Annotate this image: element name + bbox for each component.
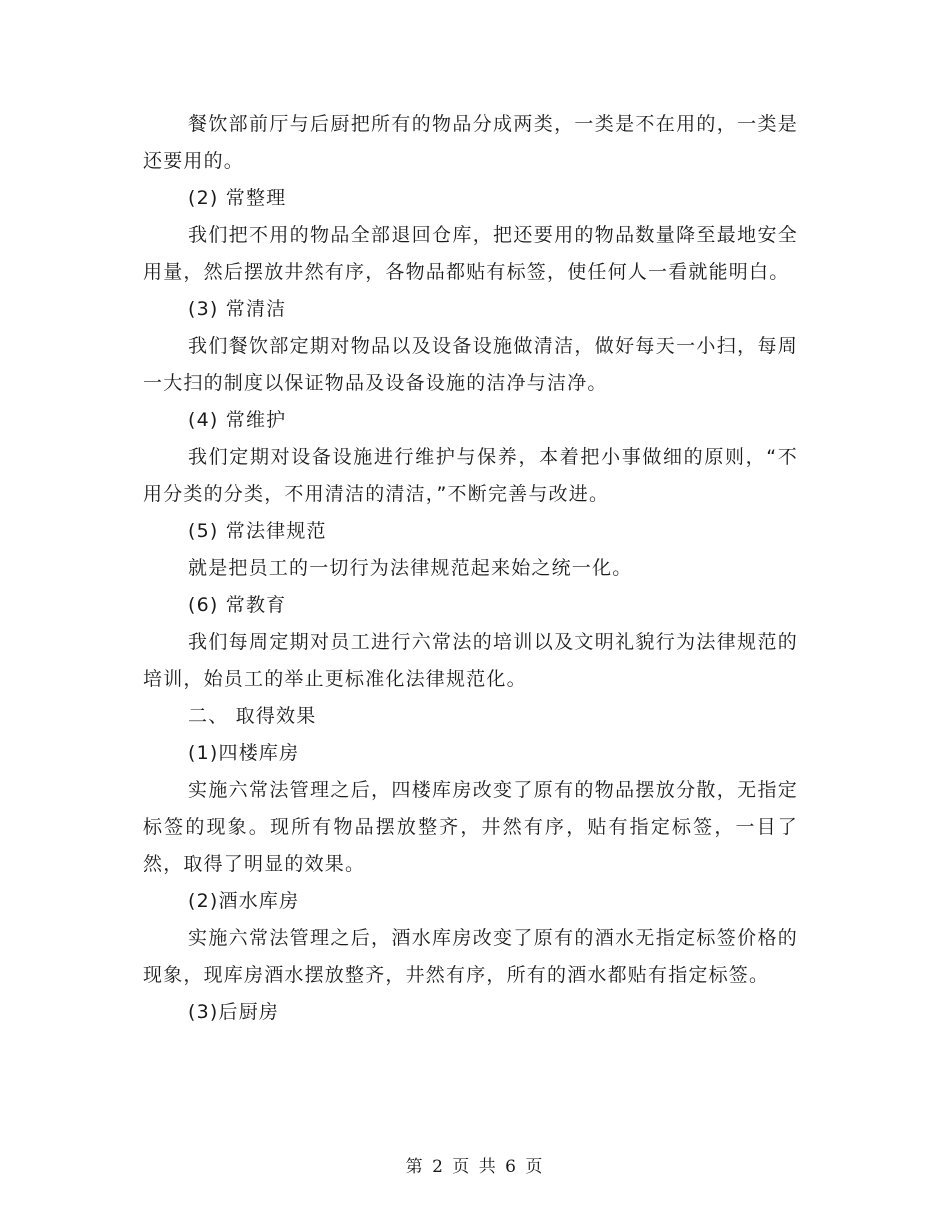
paragraph-organize: 我们把不用的物品全部退回仓库，把还要用的物品数量降至最地安全用量，然后摆放井然有序，各物品都贴有标签，使任何人一看就能明白。 — [143, 224, 798, 283]
heading-clean: (3) 常清洁 — [188, 298, 287, 320]
heading-beverage-storage: (2)酒水库房 — [188, 890, 300, 912]
document-body — [143, 106, 798, 1031]
paragraph-intro: 餐饮部前厅与后厨把所有的物品分成两类，一类是不在用的，一类是还要用的。 — [143, 113, 798, 172]
heading-educate: (6) 常教育 — [188, 594, 287, 616]
heading-organize: (2) 常整理 — [188, 187, 287, 209]
paragraph-fourth-floor-storage: 实施六常法管理之后，四楼库房改变了原有的物品摆放分散，无指定标签的现象。现所有物品摆放整齐，井然有序，贴有指定标签，一目了然，取得了明显的效果。 — [143, 779, 798, 875]
heading-maintain: (4) 常维护 — [188, 409, 287, 431]
heading-fourth-floor-storage: (1)四楼库房 — [188, 742, 300, 764]
paragraph-clean: 我们餐饮部定期对物品以及设备设施做清洁，做好每天一小扫，每周一大扫的制度以保证物品及设备设施的洁净与洁净。 — [143, 335, 798, 394]
heading-back-kitchen: (3)后厨房 — [188, 1001, 280, 1023]
paragraph-maintain: 我们定期对设备设施进行维护与保养，本着把小事做细的原则，“不用分类的分类，不用清洁的清洁，”不断完善与改进。 — [143, 446, 798, 505]
paragraph-educate: 我们每周定期对员工进行六常法的培训以及文明礼貌行为法律规范的培训，始员工的举止更标准化法律规范化。 — [143, 631, 798, 690]
paragraph-beverage-storage: 实施六常法管理之后，酒水库房改变了原有的酒水无指定标签价格的现象，现库房酒水摆放整齐，井然有序，所有的酒水都贴有指定标签。 — [143, 927, 798, 986]
page-footer: 第 2 页 共 6 页 — [405, 1157, 545, 1177]
heading-standardize: (5) 常法律规范 — [188, 520, 327, 542]
paragraph-standardize: 就是把员工的一切行为法律规范起来始之统一化。 — [188, 557, 633, 579]
section-heading-results: 二、 取得效果 — [188, 705, 317, 727]
